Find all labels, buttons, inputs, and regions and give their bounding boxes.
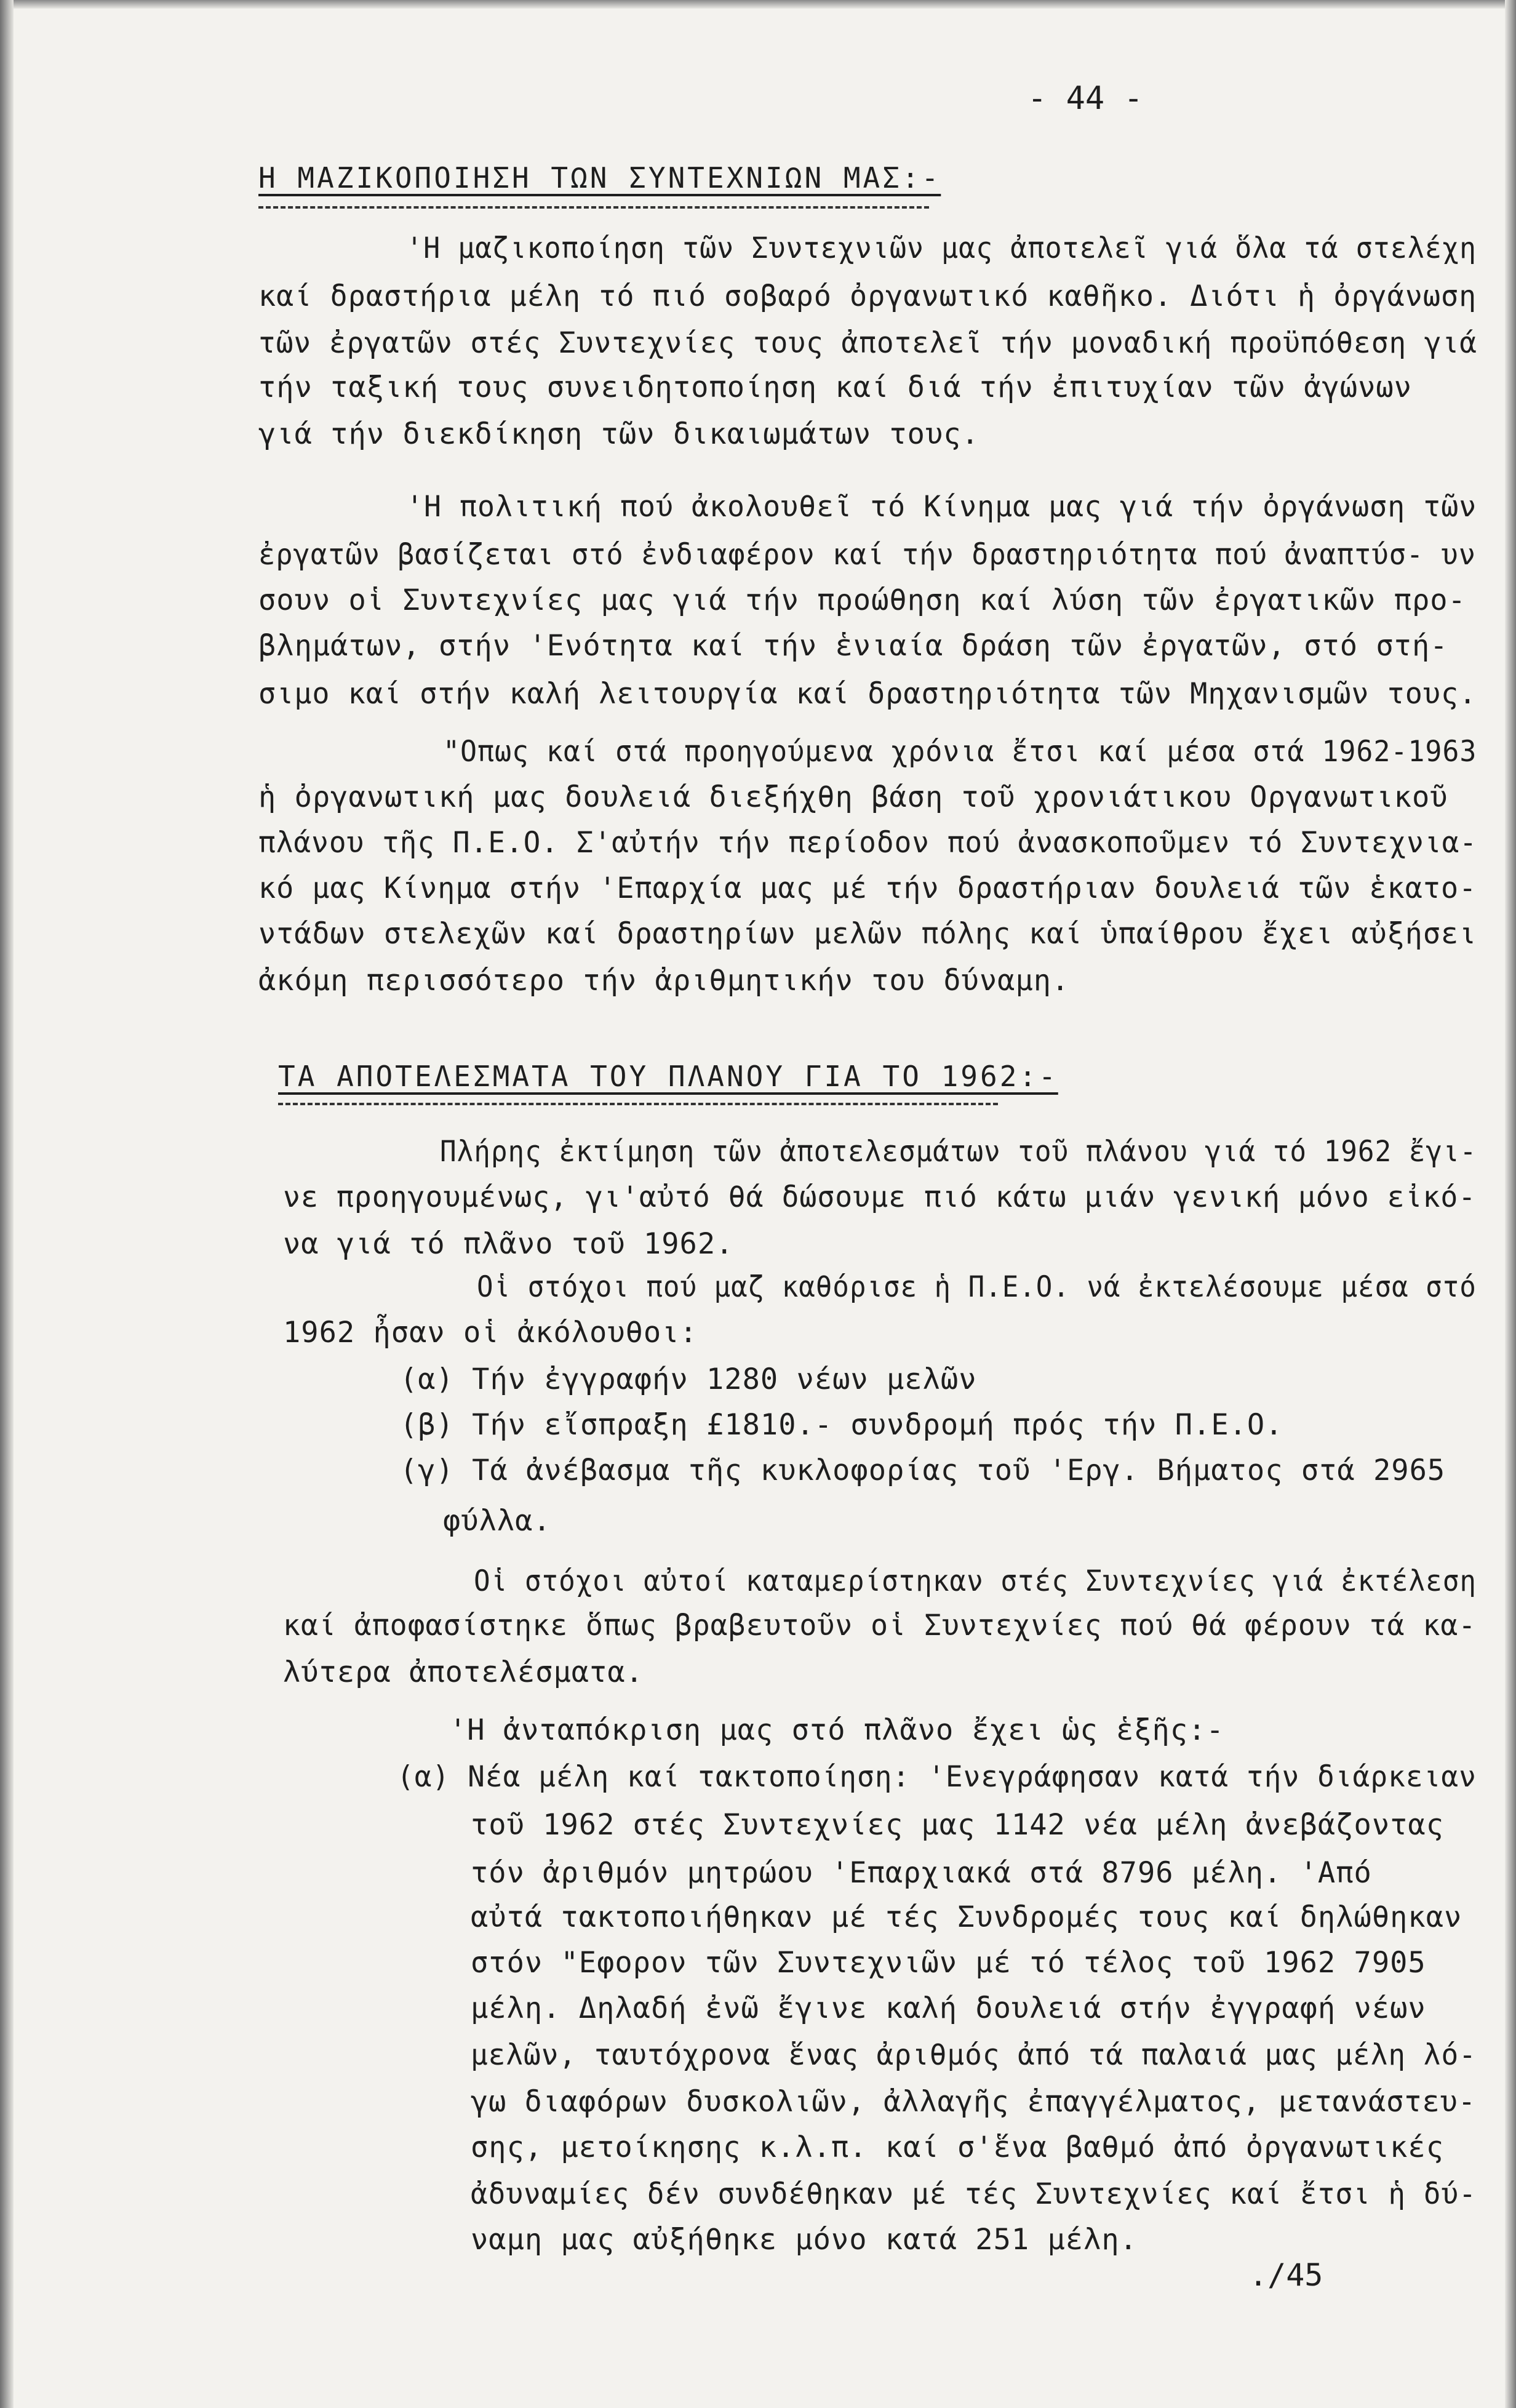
section-2-text-line: 1962 ἦσαν οἱ ἀκόλουθοι: [283,1316,698,1350]
section-1-text-line: ἀκόμη περισσότερο τήν ἀριθμητικήν του δύναμη. [258,964,1070,998]
section-1-text-line: κό μας Κίνημα στήν 'Επαρχία μας μέ τήν δραστήριαν δουλειά τῶν ἑκατο- [258,871,1477,905]
section-1-text-line: σιμο καί στήν καλή λειτουργία καί δραστηριότητα τῶν Μηχανισμῶν τους. [258,677,1477,711]
heading-2-text: ΤΑ ΑΠΟΤΕΛΕΣΜΑΤΑ ΤΟΥ ΠΛΑΝΟΥ ΓΙΑ ΤΟ 1962:- [278,1060,1058,1093]
section-1-text-line: ντάδων στελεχῶν καί δραστηρίων μελῶν πόλης καί ὑπαίθρου ἔχει αὐξήσει [258,917,1477,951]
heading-1-underline [258,206,929,209]
section-2-text-line: νε προηγουμένως, γι'αὐτό θά δώσουμε πιό κάτω μιάν γενική μόνο εἰκό- [283,1180,1477,1214]
section-1-text-line: πλάνου τῆς Π.Ε.Ο. Σ'αὐτήν τήν περίοδον πού ἀνασκοποῦμεν τό Συντεχνια- [258,826,1478,860]
section-heading-1 [258,161,941,194]
section-2-text-line: (γ) Τά ἀνέβασμα τῆς κυκλοφορίας τοῦ 'Εργ. Βήματος στά 2965 [400,1454,1446,1487]
section-1-text-line: ἡ ὀργανωτική μας δουλειά διεξήχθη βάση τοῦ χρονιάτικου Οργανωτικοῦ [258,780,1448,814]
section-2-text-line: 'Η ἀνταπόκριση μας στό πλᾶνο ἔχει ὡς ἑξῆς:- [449,1713,1224,1747]
section-2-text-line: φύλλα. [443,1504,551,1538]
section-2-text-line: αὐτά τακτοποιήθηκαν μέ τές Συνδρομές τους καί δηλώθηκαν [471,1900,1462,1934]
scan-edge-left [0,0,14,2408]
section-2-text-line: στόν "Εφορον τῶν Συντεχνιῶν μέ τό τέλος τοῦ 1962 7905 [471,1946,1426,1980]
section-2-text-line: (α) Νέα μέλη καί τακτοποίηση: 'Ενεγράφησαν κατά τήν διάρκειαν [397,1760,1477,1794]
section-1-text-line: 'Η πολιτική πού ἀκολουθεῖ τό Κίνημα μας γιά τήν ὀργάνωση τῶν [406,490,1477,524]
section-2-text-line: ἀδυναμίες δέν συνδέθηκαν μέ τές Συντεχνίες καί ἔτσι ἡ δύ- [471,2177,1477,2211]
section-1-text-line: "Οπως καί στά προηγούμενα χρόνια ἔτσι καί μέσα στά 1962-1963 [443,735,1477,769]
section-2-text-line: (α) Τήν ἐγγραφήν 1280 νέων μελῶν [400,1362,977,1396]
section-1-text-line: τῶν ἐργατῶν στές Συντεχνίες τους ἀποτελεῖ τήν μοναδική προϋπόθεση γιά [258,326,1478,360]
section-1-text-line: βλημάτων, στήν 'Ενότητα καί τήν ἑνιαία δράση τῶν ἐργατῶν, στό στή- [258,629,1448,663]
section-2-text-line: μέλη. Δηλαδή ἐνῶ ἔγινε καλή δουλειά στήν ἐγγραφή νέων [471,1991,1426,2025]
continuation-marker: ./45 [1249,2257,1323,2293]
section-1-text-line: 'Η μαζικοποίηση τῶν Συντεχνιῶν μας ἀποτελεῖ γιά ὅλα τά στελέχη [406,231,1477,265]
section-2-text-line: Πλήρης ἐκτίμηση τῶν ἀποτελεσμάτων τοῦ πλάνου γιά τό 1962 ἔγι- [440,1135,1477,1169]
section-2-text-line: τόν ἀριθμόν μητρώου 'Επαρχιακά στά 8796 μέλη. 'Από [471,1856,1372,1890]
section-1-text-line: γιά τήν διεκδίκηση τῶν δικαιωμάτων τους. [258,417,979,451]
section-1-text-line: σουν οἱ Συντεχνίες μας γιά τήν προώθηση καί λύση τῶν ἐργατικῶν προ- [258,583,1466,617]
scan-edge-top [0,0,1516,9]
heading-1-text: Η ΜΑΖΙΚΟΠΟΙΗΣΗ ΤΩΝ ΣΥΝΤΕΧΝΙΩΝ ΜΑΣ:- [258,161,941,194]
section-2-text-line: λύτερα ἀποτελέσματα. [283,1655,644,1689]
heading-2-underline [278,1103,998,1105]
section-1-text-line: τήν ταξική τους συνειδητοποίηση καί διά τήν ἐπιτυχίαν τῶν ἀγώνων [258,370,1412,404]
section-1-text-line: ἐργατῶν βασίζεται στό ἐνδιαφέρον καί τήν δραστηριότητα πού ἀναπτύσ- υν [258,538,1476,572]
section-heading-2 [278,1060,1058,1093]
section-2-text-line: γω διαφόρων δυσκολιῶν, ἀλλαγῆς ἐπαγγέλματος, μετανάστευ- [471,2085,1477,2119]
section-2-text-line: καί ἀποφασίστηκε ὅπως βραβευτοῦν οἱ Συντεχνίες πού θά φέρουν τά κα- [283,1609,1477,1642]
section-2-text-line: ναμη μας αὐξήθηκε μόνο κατά 251 μέλη. [471,2223,1138,2257]
section-2-text-line: να γιά τό πλᾶνο τοῦ 1962. [283,1227,734,1261]
section-2-text-line: μελῶν, ταυτόχρονα ἕνας ἀριθμός ἀπό τά παλαιά μας μέλη λό- [471,2038,1477,2072]
section-2-text-line: (β) Τήν εἴσπραξη £1810.- συνδρομή πρός τήν Π.Ε.Ο. [400,1408,1283,1442]
page-number: - 44 - [1027,80,1143,117]
scan-edge-right [1505,0,1516,2408]
section-2-text-line: Οἱ στόχοι αὐτοί καταμερίστηκαν στές Συντεχνίες γιά ἐκτέλεση [474,1564,1477,1598]
section-2-text-line: τοῦ 1962 στές Συντεχνίες μας 1142 νέα μέλη ἀνεβάζοντας [471,1808,1445,1842]
section-1-text-line: καί δραστήρια μέλη τό πιό σοβαρό ὀργανωτικό καθῆκο. Διότι ἡ ὀργάνωση [258,279,1477,313]
section-2-text-line: Οἱ στόχοι πού μαζ καθόρισε ἡ Π.Ε.Ο. νά ἐκτελέσουμε μέσα στό [477,1270,1477,1304]
section-2-text-line: σης, μετοίκησης κ.λ.π. καί σ'ἕνα βαθμό ἀπό ὀργανωτικές [471,2130,1445,2164]
